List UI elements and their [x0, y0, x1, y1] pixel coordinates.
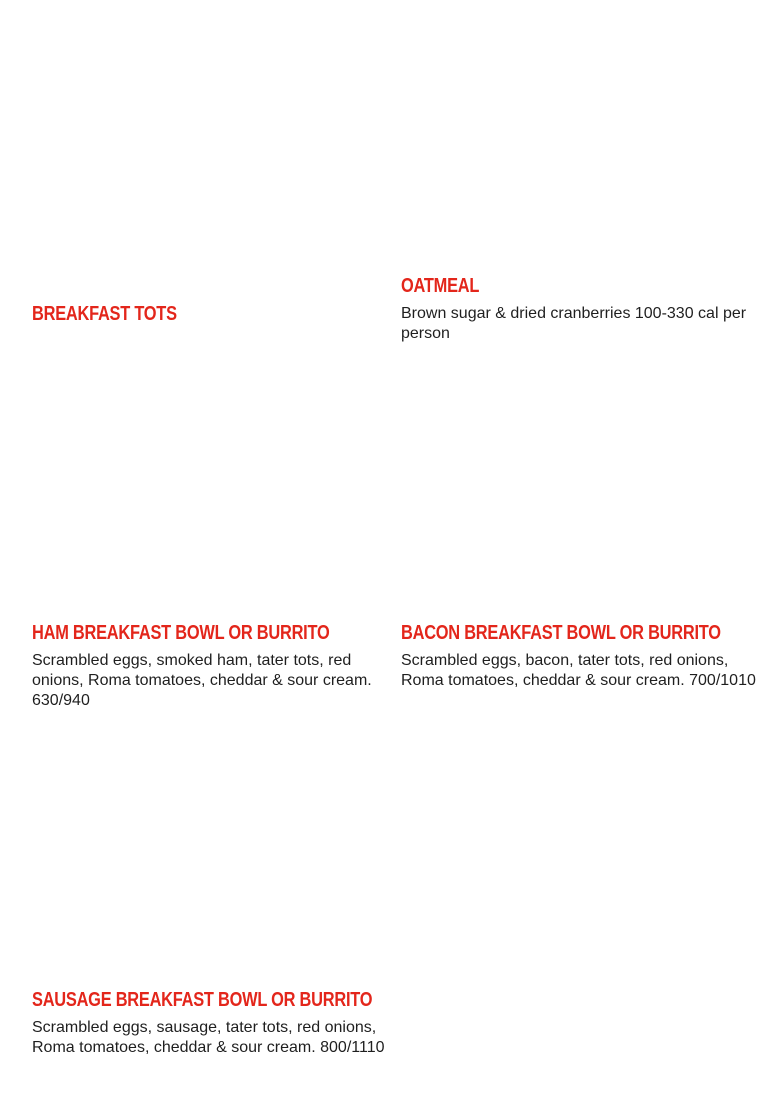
- item-title: BREAKFAST TOTS: [32, 303, 177, 325]
- item-title: SAUSAGE BREAKFAST BOWL OR BURRITO: [32, 989, 373, 1011]
- item-title: OATMEAL: [401, 275, 480, 297]
- item-title: BACON BREAKFAST BOWL OR BURRITO: [401, 622, 721, 644]
- item-description: Scrambled eggs, sausage, tater tots, red onions, Roma tomatoes, cheddar & sour cream. 800/1110: [32, 1019, 385, 1056]
- menu-item-ham-breakfast-bowl: [32, 621, 387, 711]
- item-description: Scrambled eggs, smoked ham, tater tots, red onions, Roma tomatoes, cheddar & sour cream. 630/940: [32, 652, 372, 709]
- item-description: Scrambled eggs, bacon, tater tots, red onions, Roma tomatoes, cheddar & sour cream. 700/1010: [401, 652, 756, 689]
- menu-item-bacon-breakfast-bowl: [401, 621, 756, 691]
- item-title: HAM BREAKFAST BOWL OR BURRITO: [32, 622, 330, 644]
- menu-item-oatmeal: [401, 274, 756, 344]
- menu-item-breakfast-tots: [32, 302, 387, 326]
- menu-item-sausage-breakfast-bowl: [32, 988, 387, 1058]
- item-description: Brown sugar & dried cranberries 100-330 cal per person: [401, 305, 747, 342]
